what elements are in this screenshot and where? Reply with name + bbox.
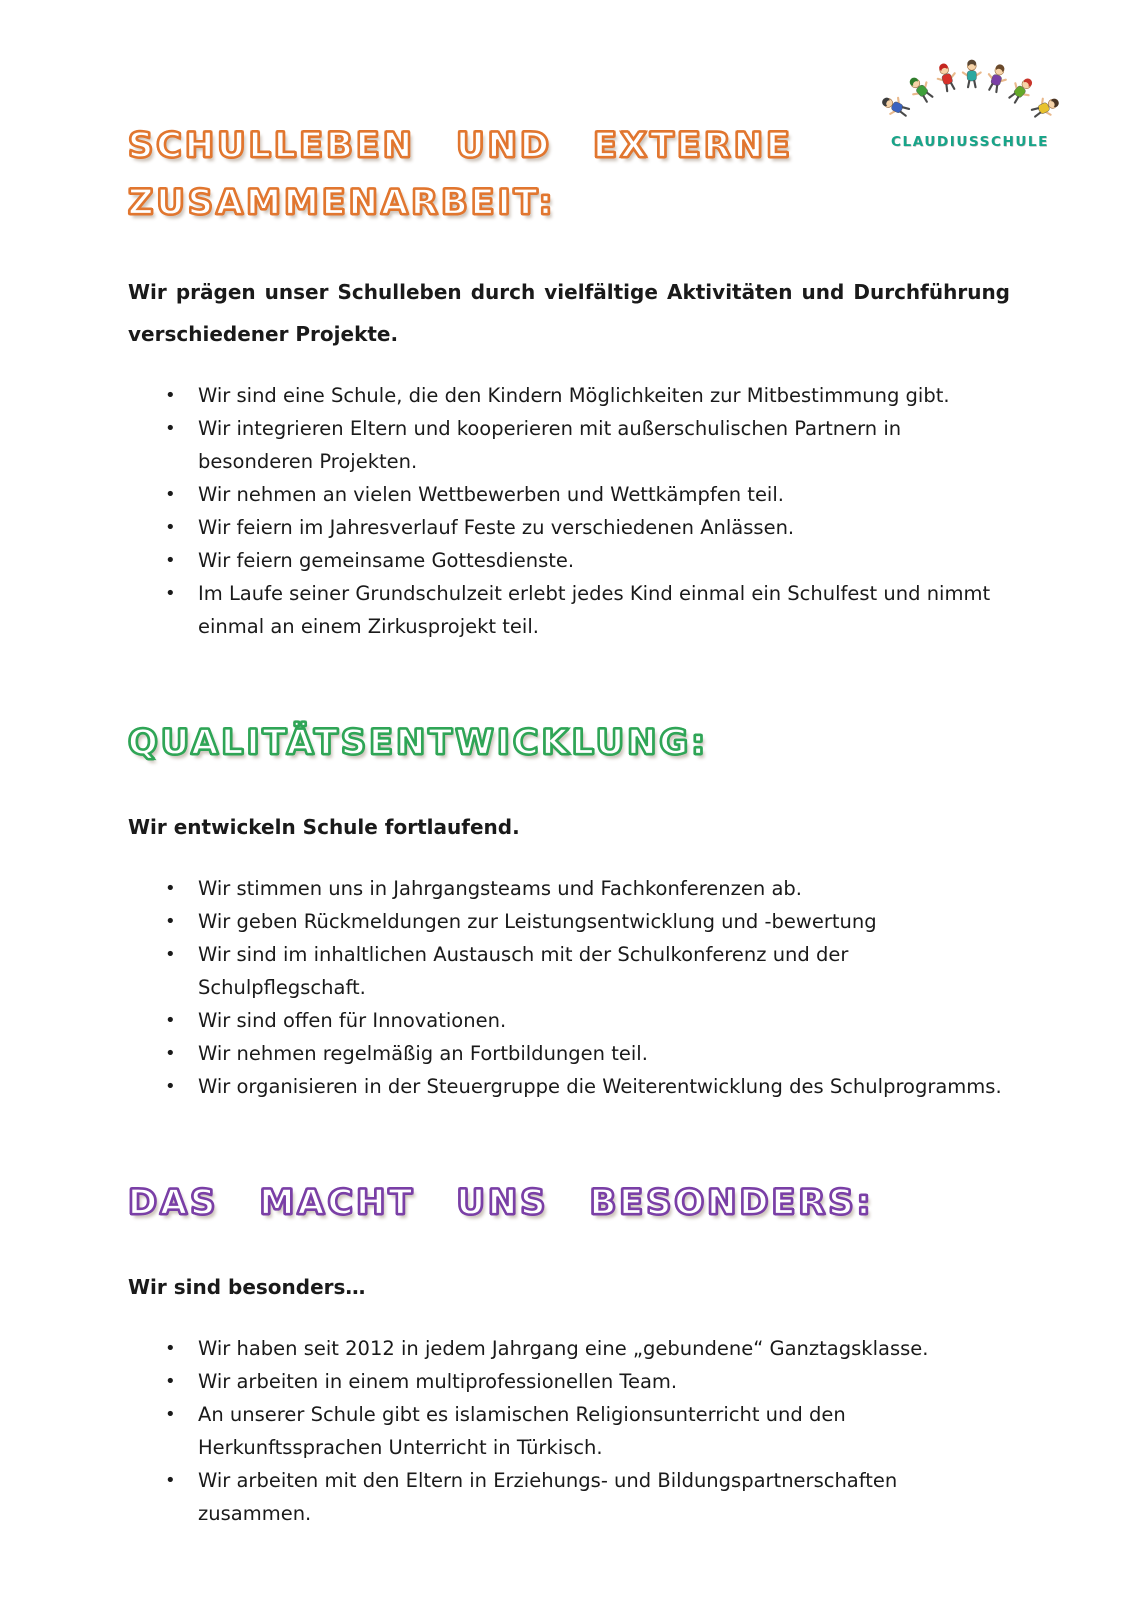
list-item: [128, 511, 1010, 544]
list-item: [128, 412, 1010, 478]
list-item-text: Wir integrieren Eltern und kooperieren mit außerschulischen Partnern in besonderen Projekten.: [198, 417, 902, 474]
heading-line-1: DAS MACHT UNS BESONDERS:: [128, 1183, 874, 1224]
section-qualitaetsentwicklung: [128, 715, 1010, 1103]
child-figure: [879, 92, 912, 120]
section-intro-text: Wir entwickeln Schule fortlaufend.: [128, 815, 520, 840]
bullet-icon: •: [165, 944, 176, 966]
bullet-icon: •: [165, 1469, 176, 1491]
child-figure: [905, 73, 937, 105]
list-item: [128, 577, 1010, 643]
bullet-icon: •: [165, 418, 176, 440]
bullet-icon: •: [165, 550, 176, 572]
list-item: [128, 1464, 1010, 1530]
list-item: [128, 1070, 1010, 1103]
bullet-icon: •: [165, 1010, 176, 1032]
list-item: [128, 1365, 1010, 1398]
list-item-text: Wir sind offen für Innovationen.: [198, 1009, 507, 1033]
list-item-text: Wir arbeiten mit den Eltern in Erziehungs- und Bildungspartnerschaften zusammen.: [198, 1468, 898, 1525]
list-item: [128, 872, 1010, 905]
list-item-text: Wir organisieren in der Steuergruppe die Weiterentwicklung des Schulprogramms.: [198, 1075, 1002, 1099]
list-item-text: Wir sind eine Schule, die den Kindern Möglichkeiten zur Mitbestimmung gibt.: [198, 384, 950, 408]
child-figure: [1006, 74, 1038, 106]
list-item: [128, 1398, 1010, 1464]
list-item-text: Im Laufe seiner Grundschulzeit erlebt jedes Kind einmal ein Schulfest und nimmt einmal an einem Zirkusprojekt teil.: [198, 582, 991, 639]
list-item: [128, 1332, 1010, 1365]
bullet-icon: •: [165, 484, 176, 506]
bullet-icon: •: [165, 878, 176, 900]
child-figure: [934, 61, 959, 93]
children-holding-hands-illustration: [872, 50, 1068, 136]
bullet-icon: •: [165, 583, 176, 605]
bullet-list: [128, 379, 1010, 643]
list-item: [128, 379, 1010, 412]
section-schulleben: [128, 118, 1010, 643]
list-item-text: An unserer Schule gibt es islamischen Religionsunterricht und den Herkunftssprachen Unterricht in Türkisch.: [198, 1402, 846, 1459]
list-item: [128, 938, 1010, 1004]
child-figure: [963, 60, 981, 88]
list-item-text: Wir stimmen uns in Jahrgangsteams und Fachkonferenzen ab.: [198, 877, 802, 901]
list-item-text: Wir haben seit 2012 in jedem Jahrgang eine „gebundene“ Ganztagsklasse.: [198, 1336, 929, 1360]
list-item-text: Wir arbeiten in einem multiprofessionellen Team.: [198, 1369, 678, 1393]
bullet-icon: •: [165, 911, 176, 933]
bullet-icon: •: [165, 1043, 176, 1065]
school-name-logo-text: CLAUDIUSSCHULE: [891, 134, 1049, 150]
list-item: [128, 544, 1010, 577]
section-heading-qualitaetsentwicklung: [128, 715, 1010, 772]
bullet-icon: •: [165, 517, 176, 539]
bullet-icon: •: [165, 1076, 176, 1098]
list-item: [128, 1004, 1010, 1037]
list-item: [128, 905, 1010, 938]
child-figure: [1030, 93, 1063, 121]
bullet-icon: •: [165, 1403, 176, 1425]
bullet-list: [128, 1332, 1010, 1530]
list-item: [128, 1037, 1010, 1070]
list-item-text: Wir nehmen regelmäßig an Fortbildungen teil.: [198, 1042, 648, 1066]
bullet-list: [128, 872, 1010, 1103]
list-item-text: Wir nehmen an vielen Wettbewerben und Wettkämpfen teil.: [198, 483, 784, 507]
list-item: [128, 478, 1010, 511]
heading-line-2: ZUSAMMENARBEIT:: [128, 182, 556, 223]
section-intro-text: Wir sind besonders…: [128, 1274, 366, 1299]
bullet-icon: •: [165, 1370, 176, 1392]
bullet-icon: •: [165, 1337, 176, 1359]
section-heading-besonders: [128, 1175, 1010, 1232]
school-logo: [872, 50, 1068, 150]
section-das-macht-uns-besonders: [128, 1175, 1010, 1530]
bullet-icon: •: [165, 385, 176, 407]
list-item-text: Wir feiern gemeinsame Gottesdienste.: [198, 549, 575, 573]
heading-line-1: QUALITÄTSENTWICKLUNG:: [128, 723, 709, 764]
child-figure: [984, 62, 1009, 94]
list-item-text: Wir feiern im Jahresverlauf Feste zu verschiedenen Anlässen.: [198, 516, 795, 540]
list-item-text: Wir sind im inhaltlichen Austausch mit der Schulkonferenz und der Schulpflegschaft.: [198, 943, 849, 1000]
heading-line-1: SCHULLEBEN UND EXTERNE: [128, 126, 793, 166]
section-intro-text: Wir prägen unser Schulleben durch vielfältige Aktivitäten und Durchführung verschiedener Projekte.: [128, 280, 1010, 347]
list-item-text: Wir geben Rückmeldungen zur Leistungsentwicklung und -bewertung: [198, 910, 877, 934]
